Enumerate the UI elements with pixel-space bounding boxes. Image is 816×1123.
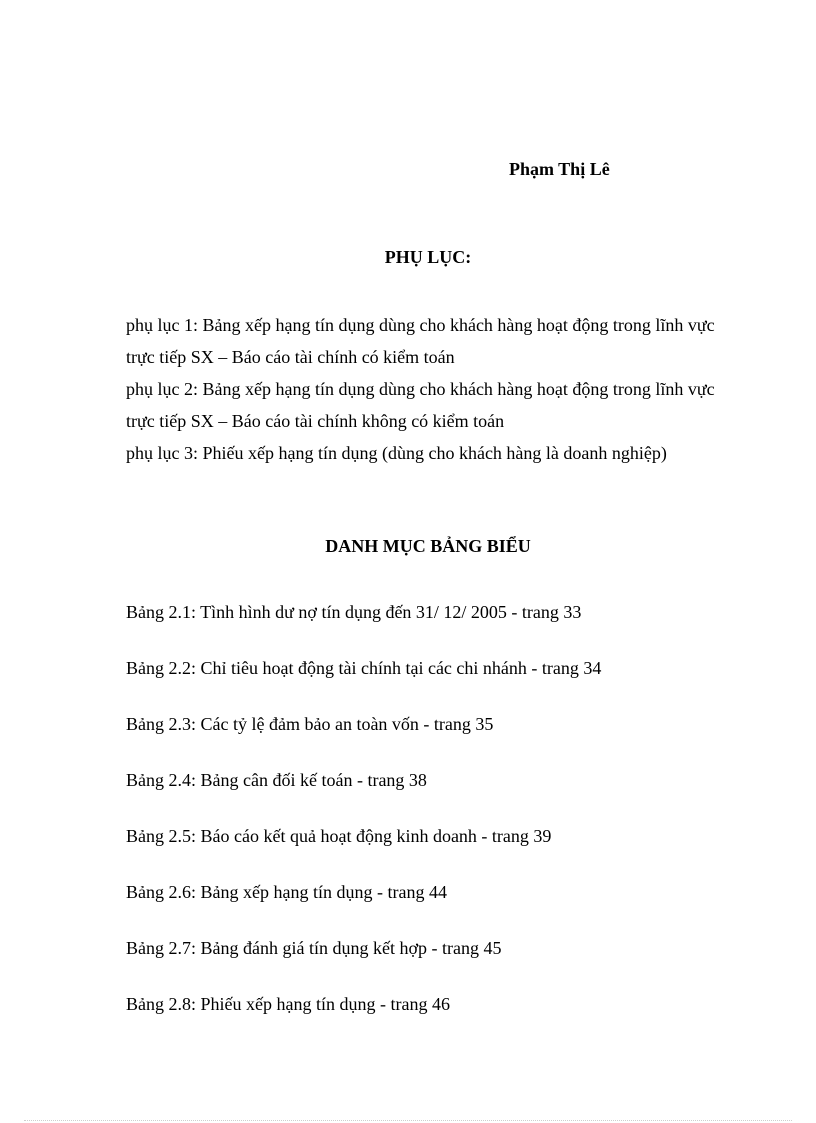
table-list-item: Bảng 2.5: Báo cáo kết quả hoạt động kinh doanh - trang 39 xyxy=(126,826,552,846)
table-list-item: Bảng 2.7: Bảng đánh giá tín dụng kết hợp - trang 45 xyxy=(126,938,502,958)
table-list xyxy=(126,600,746,1048)
table-list-item: Bảng 2.1: Tình hình dư nợ tín dụng đến 31/ 12/ 2005 - trang 33 xyxy=(126,602,582,622)
appendix-list xyxy=(126,309,746,469)
table-list-item: Bảng 2.6: Bảng xếp hạng tín dụng - trang 44 xyxy=(126,882,447,902)
appendix-item: phụ lục 1: Bảng xếp hạng tín dụng dùng cho khách hàng hoạt động trong lĩnh vực trực tiếp SX – Báo cáo tài chính có kiểm toán xyxy=(126,315,715,367)
table-list-item: Bảng 2.8: Phiếu xếp hạng tín dụng - trang 46 xyxy=(126,994,450,1014)
author-name: Phạm Thị Lê xyxy=(509,159,610,179)
appendix-heading: PHỤ LỤC: xyxy=(384,247,472,267)
table-list-heading: DANH MỤC BẢNG BIỂU xyxy=(325,536,531,556)
table-list-item: Bảng 2.3: Các tỷ lệ đảm bảo an toàn vốn - trang 35 xyxy=(126,714,494,734)
appendix-item: phụ lục 3: Phiếu xếp hạng tín dụng (dùng cho khách hàng là doanh nghiệp) xyxy=(126,443,667,463)
page-bottom-divider xyxy=(24,1120,792,1121)
appendix-item: phụ lục 2: Bảng xếp hạng tín dụng dùng cho khách hàng hoạt động trong lĩnh vực trực tiếp SX – Báo cáo tài chính không có kiểm toán xyxy=(126,379,715,431)
table-list-item: Bảng 2.4: Bảng cân đối kế toán - trang 38 xyxy=(126,770,427,790)
table-list-item: Bảng 2.2: Chỉ tiêu hoạt động tài chính tại các chi nhánh - trang 34 xyxy=(126,658,602,678)
